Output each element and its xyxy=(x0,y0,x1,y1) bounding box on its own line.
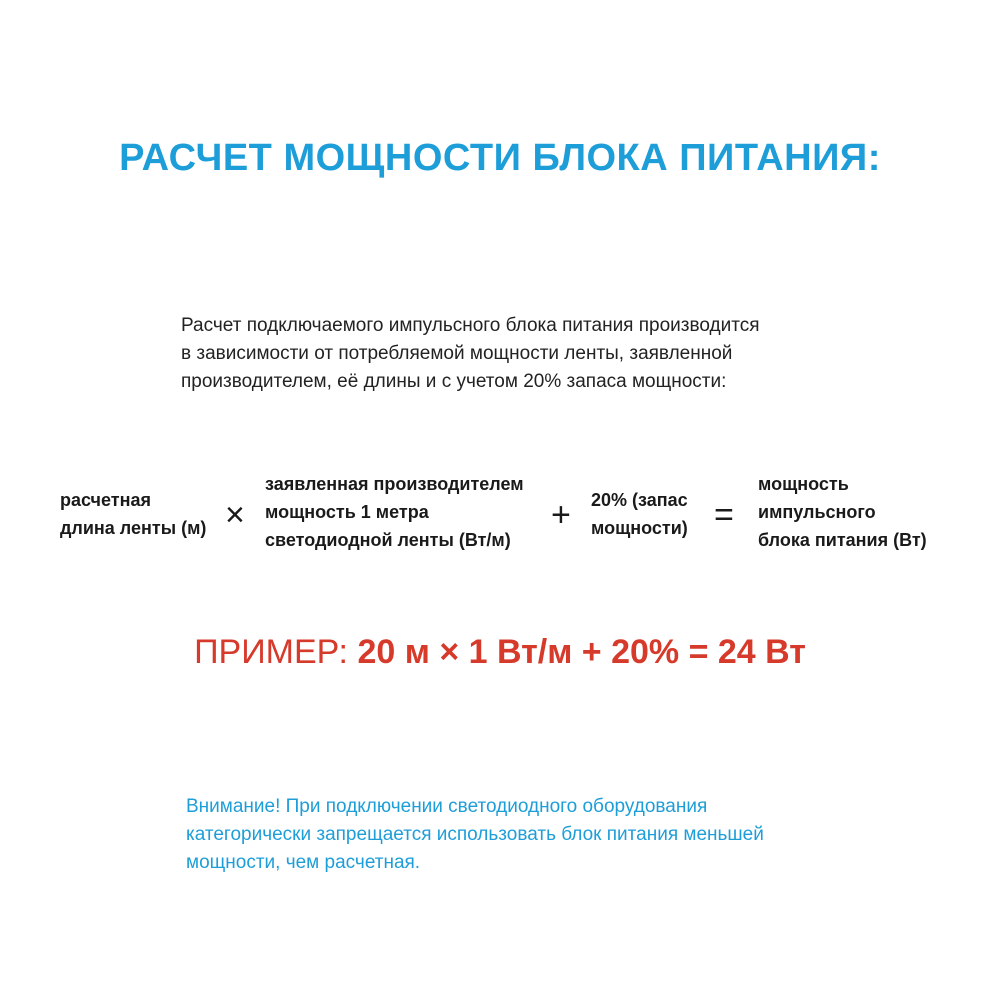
warning-paragraph xyxy=(186,793,886,877)
example-label: ПРИМЕР: xyxy=(194,633,358,671)
intro-line: в зависимости от потребляемой мощности ленты, заявленной xyxy=(181,343,733,364)
intro-paragraph xyxy=(181,312,861,396)
formula-term-line: 20% (запас xyxy=(591,490,688,510)
formula-term-line: заявленная производителем xyxy=(265,474,524,494)
page-title: РАСЧЕТ МОЩНОСТИ БЛОКА ПИТАНИЯ: xyxy=(119,137,881,179)
example-formula: 20 м × 1 Вт/м + 20% = 24 Вт xyxy=(357,633,806,671)
formula-term-line: мощности) xyxy=(591,518,688,538)
formula-term-line: импульсного xyxy=(758,502,876,522)
formula-term-line: светодиодной ленты (Вт/м) xyxy=(265,530,511,550)
equals-operator: = xyxy=(714,496,734,534)
formula-term-line: мощность 1 метра xyxy=(265,502,429,522)
plus-operator: + xyxy=(551,496,571,534)
formula-term-power-per-meter xyxy=(265,470,524,554)
intro-line: Расчет подключаемого импульсного блока питания производится xyxy=(181,315,760,336)
intro-line: производителем, её длины и с учетом 20% запаса мощности: xyxy=(181,371,727,392)
formula-term-line: блока питания (Вт) xyxy=(758,530,927,550)
formula-term-line: длина ленты (м) xyxy=(60,518,207,538)
formula-term-result xyxy=(758,470,927,554)
formula-term-length xyxy=(60,486,206,542)
formula-term-reserve xyxy=(591,486,688,542)
multiply-operator: × xyxy=(225,496,245,534)
formula-term-line: расчетная xyxy=(60,490,151,510)
warning-line: категорически запрещается использовать блок питания меньшей xyxy=(186,824,764,845)
warning-line: Внимание! При подключении светодиодного оборудования xyxy=(186,796,708,817)
warning-line: мощности, чем расчетная. xyxy=(186,852,421,873)
formula-term-line: мощность xyxy=(758,474,849,494)
example-line xyxy=(0,630,1000,674)
